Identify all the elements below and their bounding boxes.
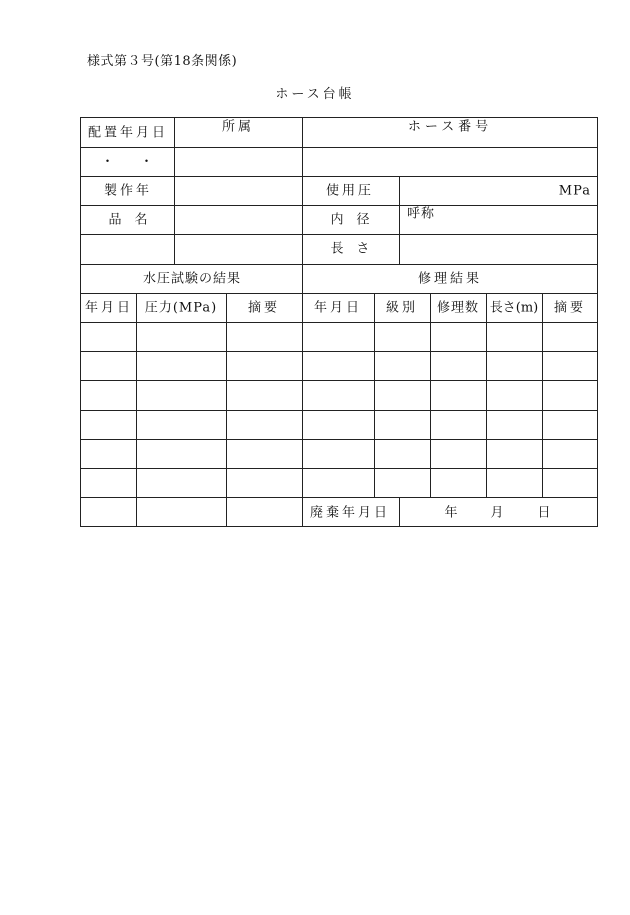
- placement-date-blank: ・ ・: [100, 154, 154, 170]
- col-divider: [399, 497, 400, 527]
- repair-length-header: 長さ(m): [489, 300, 539, 316]
- row-divider: [81, 497, 597, 498]
- pressure-unit: MPa: [558, 183, 591, 199]
- hydro-test-section-title: 水圧試験の結果: [142, 271, 242, 287]
- row-divider: [81, 147, 597, 148]
- hydro-pressure-header: 圧力(MPa): [144, 300, 218, 316]
- nominal-label: 呼称: [407, 206, 436, 222]
- hose-number-label: ホース番号: [407, 119, 493, 135]
- hose-ledger-table: [80, 117, 598, 527]
- col-divider: [430, 293, 431, 497]
- manufacture-year-label: 製作年: [103, 183, 153, 199]
- disposal-month: 月: [490, 505, 504, 521]
- row-divider: [81, 234, 597, 235]
- col-divider: [486, 293, 487, 497]
- row-divider: [81, 264, 597, 265]
- disposal-year: 年: [444, 505, 458, 521]
- disposal-day: 日: [537, 505, 551, 521]
- row-divider: [81, 439, 597, 440]
- inner-diameter-label: 内 径: [330, 212, 370, 228]
- row-divider: [81, 205, 597, 206]
- disposal-date-label: 廃棄年月日: [309, 505, 391, 521]
- department-label: 所属: [221, 119, 255, 135]
- col-divider: [399, 176, 400, 264]
- row-divider: [81, 380, 597, 381]
- working-pressure-label: 使用圧: [325, 183, 375, 199]
- repair-date-header: 年月日: [313, 300, 363, 316]
- col-divider: [226, 293, 227, 527]
- repair-section-title: 修理結果: [417, 271, 483, 287]
- row-divider: [81, 410, 597, 411]
- document-title: ホース台帳: [275, 87, 355, 102]
- row-divider: [81, 468, 597, 469]
- repair-remarks-header: 摘要: [553, 300, 587, 316]
- col-divider: [542, 293, 543, 497]
- product-name-label: 品 名: [108, 212, 148, 228]
- row-divider: [81, 176, 597, 177]
- row-divider: [81, 351, 597, 352]
- repair-grade-header: 級別: [385, 300, 419, 316]
- hydro-remarks-header: 摘要: [247, 300, 281, 316]
- col-divider: [174, 118, 175, 264]
- row-divider: [81, 322, 597, 323]
- repair-count-header: 修理数: [436, 300, 480, 316]
- length-label: 長 さ: [330, 241, 370, 257]
- col-divider: [136, 293, 137, 527]
- hydro-date-header: 年月日: [84, 300, 134, 316]
- col-divider: [374, 293, 375, 497]
- placement-date-label: 配置年月日: [87, 125, 169, 141]
- form-number: 様式第３号(第18条関係): [87, 54, 238, 69]
- col-divider: [302, 118, 303, 527]
- row-divider: [81, 293, 597, 294]
